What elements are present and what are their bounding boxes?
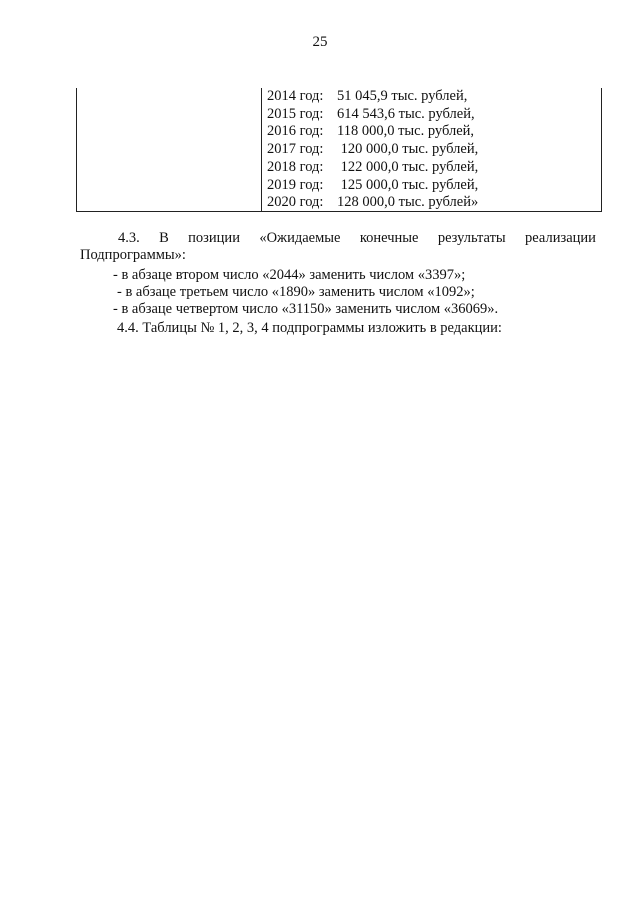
list-item: - в абзаце четвертом число «31150» заменить числом «36069». [113,301,499,317]
word: конечные [359,230,419,246]
table-row [267,141,478,159]
table-row [267,106,478,124]
table-row [267,194,478,212]
amount-cell: 128 000,0 тыс. рублей» [337,194,479,211]
amount-cell: 118 000,0 тыс. рублей, [337,123,475,140]
word: результаты [437,230,506,246]
amount-cell: 122 000,0 тыс. рублей, [337,158,479,175]
paragraph-4-4: 4.4. Таблицы № 1, 2, 3, 4 подпрограммы изложить в редакции: [117,320,502,336]
amount-cell: 614 543,6 тыс. рублей, [337,105,475,122]
amount-cell: 120 000,0 тыс. рублей, [337,141,479,158]
year-cell: 2020 год: [267,194,324,211]
paragraph-4-3-line-1 [80,230,596,247]
table-column-divider [261,88,262,212]
table-row [267,123,478,141]
year-cell: 2016 год: [267,123,324,140]
year-cell: 2017 год: [267,141,324,158]
year-cell: 2018 год: [267,158,324,175]
word: 4.3. [118,230,140,246]
word: В [159,230,169,246]
table-row [267,159,478,177]
list-item: - в абзаце втором число «2044» заменить числом «3397»; [113,267,466,283]
table-row [267,177,478,195]
year-cell: 2015 год: [267,105,324,122]
funding-table [76,88,602,212]
year-cell: 2014 год: [267,88,324,104]
word: «Ожидаемые [259,230,341,246]
word: реализации [525,230,596,246]
table-row [267,88,478,106]
page-number: 25 [312,34,328,50]
list-item: - в абзаце третьем число «1890» заменить числом «1092»; [117,284,475,300]
funding-rows [267,88,478,212]
paragraph-4-3-line-2: Подпрограммы»: [80,247,186,263]
year-cell: 2019 год: [267,176,324,193]
paragraph-4-3 [80,230,596,264]
word: позиции [188,230,240,246]
amount-cell: 125 000,0 тыс. рублей, [337,176,479,193]
amount-cell: 51 045,9 тыс. рублей, [337,88,468,104]
